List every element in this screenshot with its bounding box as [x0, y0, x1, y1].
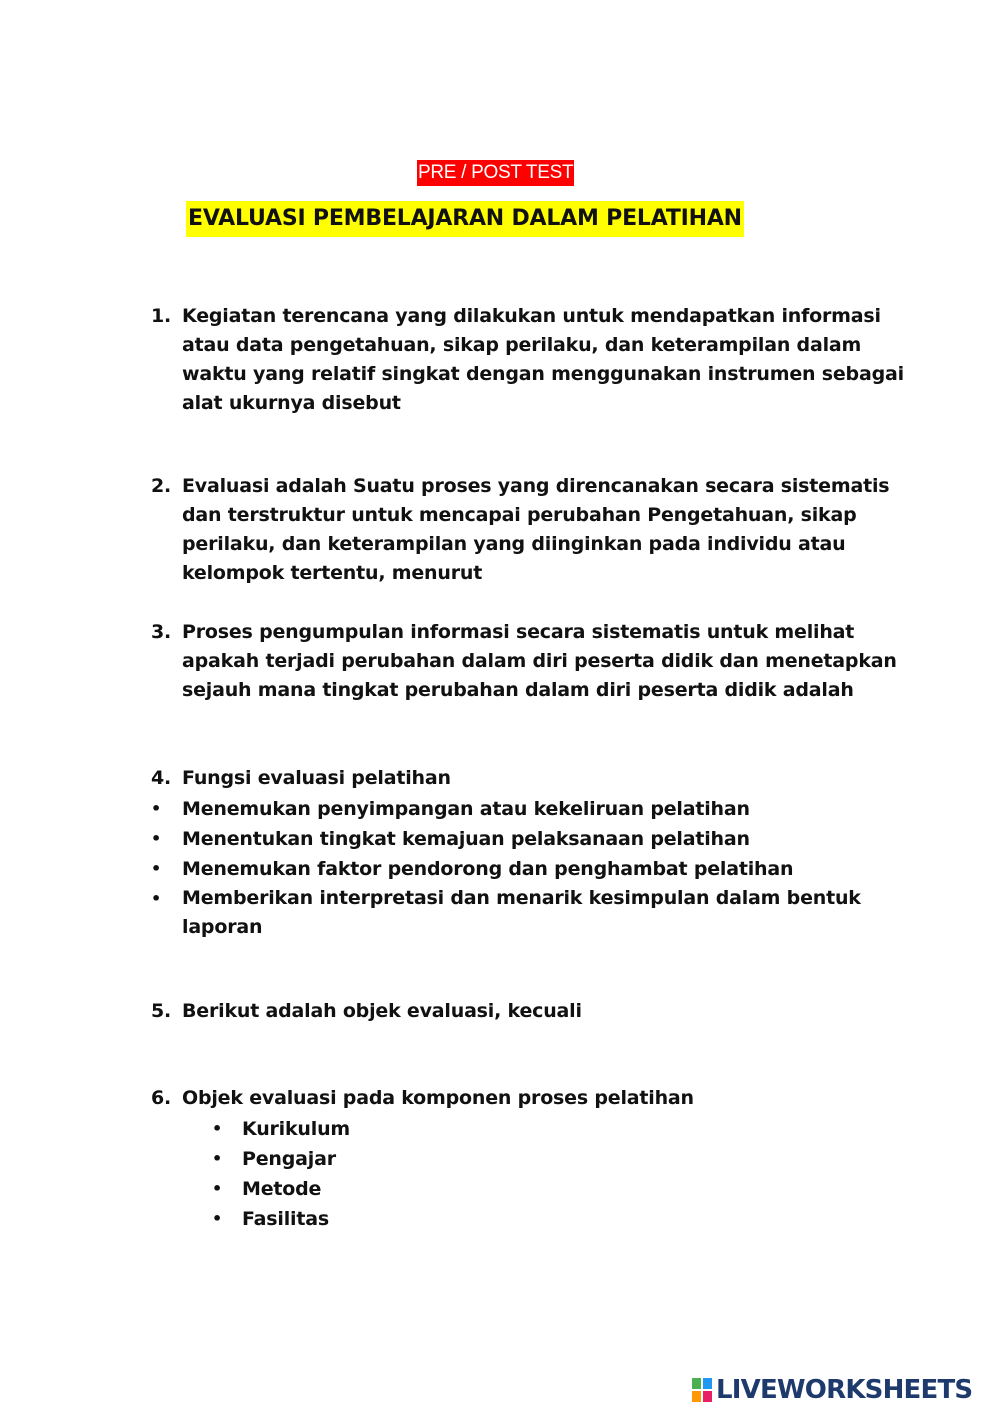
logo-text: LIVEWORKSHEETS — [716, 1375, 973, 1405]
liveworksheets-logo-icon — [692, 1378, 712, 1402]
bullet-icon: • — [151, 829, 162, 848]
question-number: 6. — [151, 1087, 172, 1109]
bullet-icon: • — [212, 1209, 223, 1228]
bullet-icon: • — [212, 1179, 223, 1198]
bullet-icon: • — [151, 859, 162, 878]
list-item — [182, 1204, 911, 1234]
question-3 — [151, 618, 911, 705]
question-5 — [151, 997, 911, 1026]
list-item — [151, 794, 911, 824]
list-item — [151, 854, 911, 884]
question-text: Proses pengumpulan informasi secara sistematis untuk melihat apakah terjadi perubahan dalam diri peserta didik dan menetapkan sejauh mana tingkat perubahan dalam diri peserta didik adalah — [182, 621, 897, 701]
question-text: Evaluasi adalah Suatu proses yang direncanakan secara sistematis dan terstruktur untuk mencapai perubahan Pengetahuan, sikap perilaku, dan keterampilan yang diinginkan pada individu atau kelompok tertentu, menurut — [182, 475, 890, 584]
bullet-icon: • — [212, 1149, 223, 1168]
question-text: Kegiatan terencana yang dilakukan untuk mendapatkan informasi atau data pengetahuan, sikap perilaku, dan keterampilan dalam waktu yang relatif singkat dengan menggunakan instrumen sebagai alat ukurnya disebut — [182, 305, 904, 414]
list-item — [182, 1114, 911, 1144]
bullet-icon: • — [151, 799, 162, 818]
list-item — [151, 824, 911, 854]
list-item-text: Menemukan faktor pendorong dan penghambat pelatihan — [182, 858, 794, 880]
question-number: 3. — [151, 621, 172, 643]
question-text: Fungsi evaluasi pelatihan — [182, 767, 451, 789]
question-number: 5. — [151, 1000, 172, 1022]
list-item — [182, 1174, 911, 1204]
list-item-text: Metode — [242, 1178, 322, 1200]
question-number: 2. — [151, 475, 172, 497]
question-text: Berikut adalah objek evaluasi, kecuali — [182, 1000, 582, 1022]
question-number: 1. — [151, 305, 172, 327]
question-4-bullet-list — [151, 794, 911, 942]
list-item — [182, 1144, 911, 1174]
question-1 — [151, 302, 911, 418]
list-item-text: Menentukan tingkat kemajuan pelaksanaan pelatihan — [182, 828, 750, 850]
question-text: Objek evaluasi pada komponen proses pelatihan — [182, 1087, 694, 1109]
question-number: 4. — [151, 767, 172, 789]
bullet-icon: • — [212, 1119, 223, 1138]
list-item-text: Fasilitas — [242, 1208, 329, 1230]
page-title: EVALUASI PEMBELAJARAN DALAM PELATIHAN — [186, 201, 744, 237]
list-item-text: Pengajar — [242, 1148, 336, 1170]
question-6 — [151, 1084, 911, 1234]
list-item-text: Kurikulum — [242, 1118, 350, 1140]
pre-post-test-badge: PRE / POST TEST — [417, 160, 574, 186]
bullet-icon: • — [151, 889, 162, 908]
list-item — [151, 884, 911, 942]
list-item-text: Memberikan interpretasi dan menarik kesimpulan dalam bentuk laporan — [182, 887, 861, 938]
liveworksheets-logo — [692, 1374, 972, 1406]
question-4 — [151, 764, 911, 942]
list-item-text: Menemukan penyimpangan atau kekeliruan pelatihan — [182, 798, 750, 820]
question-6-bullet-list — [182, 1114, 911, 1234]
question-2 — [151, 472, 911, 588]
